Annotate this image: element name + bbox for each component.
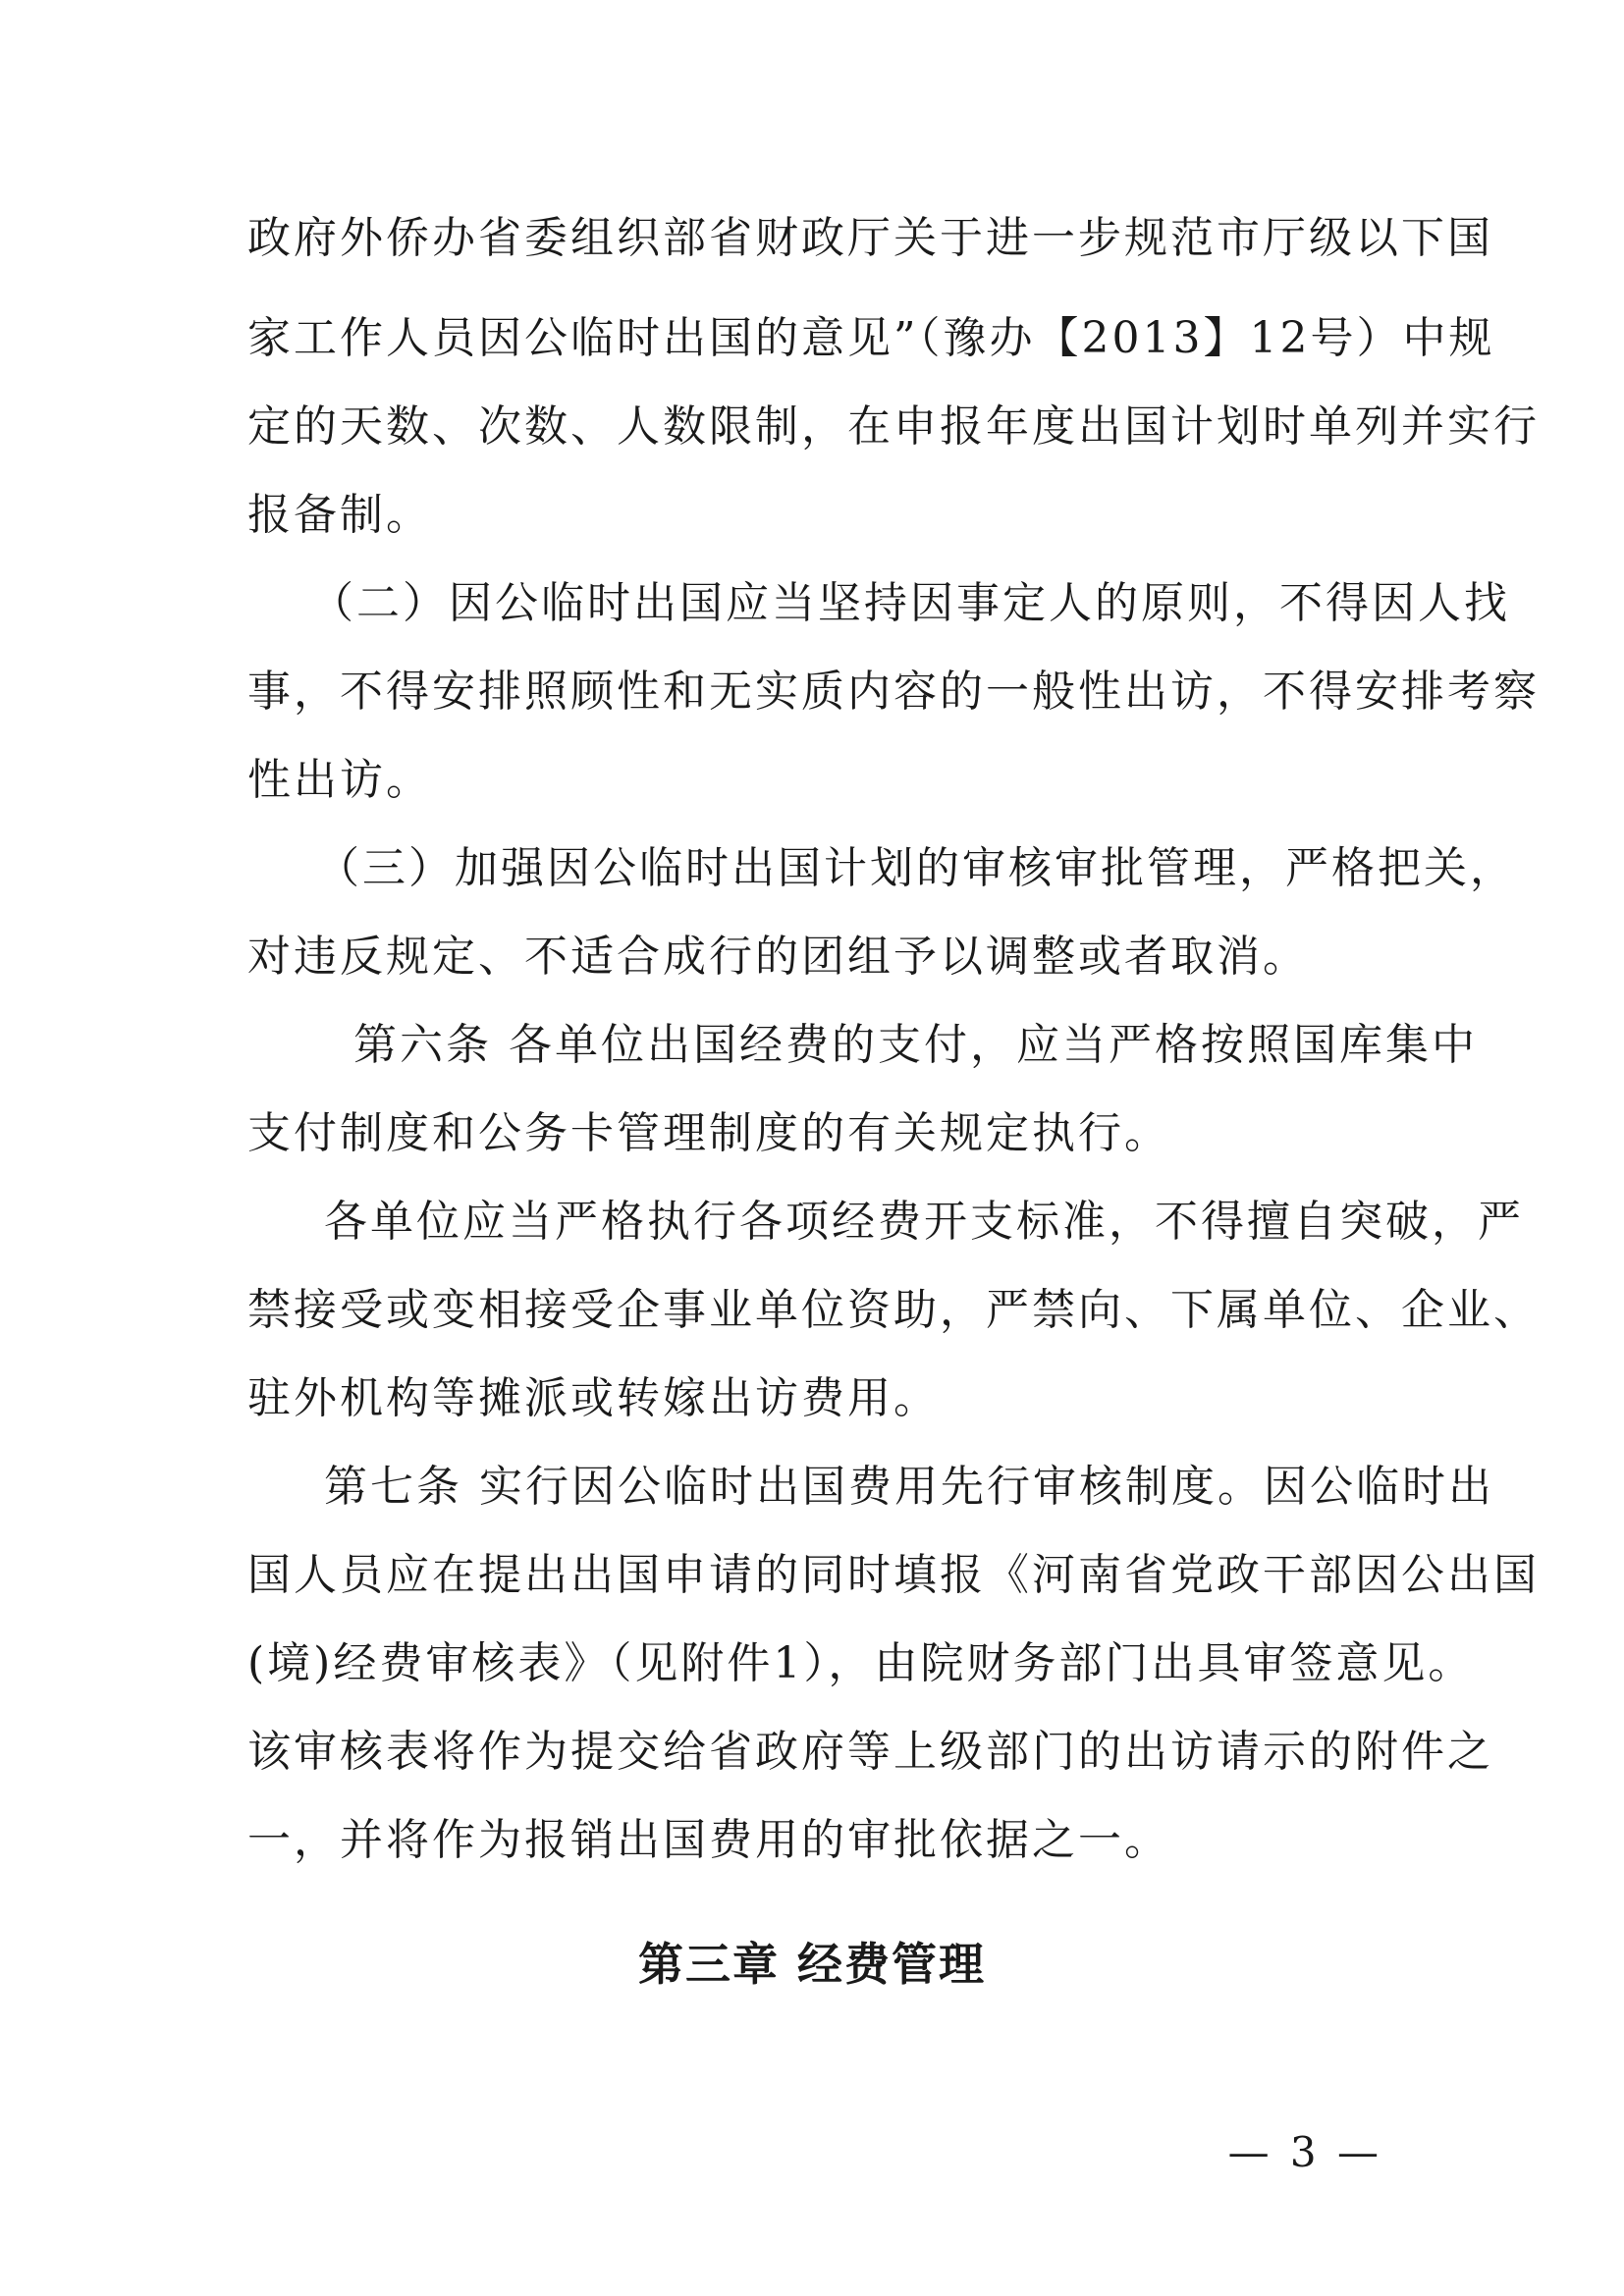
text-line: 第六条 各单位出国经费的支付，应当严格按照国库集中 xyxy=(353,1020,1478,1070)
page-number: — 3 — xyxy=(1227,2128,1382,2176)
text-line: (境)经费审核表》（见附件1），由院财务部门出具审签意见。 xyxy=(247,1638,1475,1688)
text-line: （二）因公临时出国应当坚持因事定人的原则，不得因人找 xyxy=(310,578,1510,628)
text-line: 驻外机构等摊派或转嫁出访费用。 xyxy=(247,1373,940,1423)
text-line: 定的天数、次数、人数限制，在申报年度出国计划时单列并实行 xyxy=(247,401,1540,452)
text-line: 性出访。 xyxy=(247,755,432,805)
text-line: 政府外侨办省委组织部省财政厅关于进一步规范市厅级以下国 xyxy=(247,213,1493,263)
text-line: 家工作人员因公临时出国的意见”（豫办【2013】12号）中规 xyxy=(247,313,1495,363)
text-line: 事，不得安排照顾性和无实质内容的一般性出访，不得安排考察 xyxy=(247,667,1540,717)
text-line: （三）加强因公临时出国计划的审核审批管理，严格把关， xyxy=(316,843,1516,893)
text-line: 各单位应当严格执行各项经费开支标准，不得擅自突破，严 xyxy=(324,1197,1524,1247)
text-line: 支付制度和公务卡管理制度的有关规定执行。 xyxy=(247,1108,1170,1158)
text-line: 对违反规定、不适合成行的团组予以调整或者取消。 xyxy=(247,932,1309,982)
chapter-heading: 第三章 经费管理 xyxy=(637,1938,986,1991)
text-line: 禁接受或变相接受企事业单位资助，严禁向、下属单位、企业、 xyxy=(247,1285,1540,1335)
text-line: 第七条 实行因公临时出国费用先行审核制度。因公临时出 xyxy=(324,1462,1494,1512)
text-line: 报备制。 xyxy=(247,490,432,540)
text-line: 一，并将作为报销出国费用的审批依据之一。 xyxy=(247,1815,1170,1865)
text-line: 该审核表将作为提交给省政府等上级部门的出访请示的附件之 xyxy=(247,1727,1493,1777)
text-line: 国人员应在提出出国申请的同时填报《河南省党政干部因公出国 xyxy=(247,1550,1540,1600)
